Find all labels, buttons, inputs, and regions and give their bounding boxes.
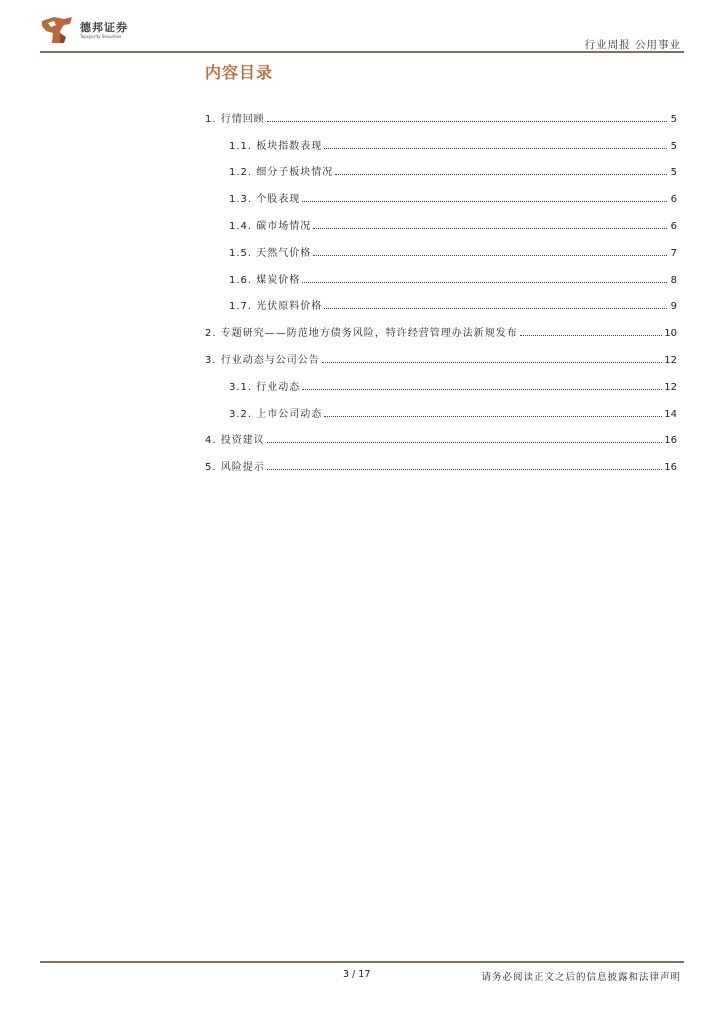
- toc-entry-label: 1.2. 细分子板块情况: [229, 167, 334, 179]
- toc-entry-label: 3.2. 上市公司动态: [229, 408, 323, 420]
- toc-leader-dots: [322, 361, 663, 363]
- toc-entry[interactable]: [205, 366, 677, 393]
- toc-entry-label: 1.6. 煤炭价格: [229, 274, 301, 286]
- toc-entry[interactable]: [205, 205, 677, 232]
- toc-entry[interactable]: [205, 152, 677, 179]
- toc-entry-page: 5: [670, 167, 677, 179]
- toc-entry-page: 6: [670, 194, 677, 206]
- toc-entry-label: 3.1. 行业动态: [229, 381, 301, 393]
- table-of-contents: [205, 98, 677, 473]
- toc-leader-dots: [267, 441, 663, 443]
- toc-entry-label: 5. 风险提示: [205, 462, 265, 474]
- toc-leader-dots: [324, 147, 667, 149]
- toc-entry-page: 7: [670, 247, 677, 259]
- toc-entry[interactable]: [205, 312, 677, 339]
- toc-leader-dots: [267, 120, 667, 122]
- toc-entry-label: 3. 行业动态与公司公告: [205, 354, 320, 366]
- toc-entry[interactable]: [205, 286, 677, 313]
- toc-leader-dots: [324, 307, 667, 309]
- toc-entry-page: 10: [664, 328, 677, 340]
- toc-entry-page: 16: [664, 462, 677, 474]
- toc-leader-dots: [520, 334, 663, 336]
- toc-entry-page: 16: [664, 435, 677, 447]
- toc-leader-dots: [302, 200, 667, 202]
- toc-leader-dots: [313, 227, 667, 229]
- logo-mark-icon: [40, 15, 74, 45]
- disclaimer-note: 请务必阅读正文之后的信息披露和法律声明: [481, 972, 681, 983]
- toc-entry-label: 2. 专题研究——防范地方债务风险，特许经营管理办法新规发布: [205, 328, 518, 340]
- toc-entry-label: 1.7. 光伏原料价格: [229, 301, 323, 313]
- toc-leader-dots: [335, 173, 667, 175]
- page-header: [0, 0, 724, 56]
- toc-entry-label: 1.4. 碳市场情况: [229, 220, 312, 232]
- toc-entry[interactable]: [205, 232, 677, 259]
- toc-entry-label: 1.5. 天然气价格: [229, 247, 312, 259]
- page-number: 3 / 17: [343, 969, 371, 980]
- report-category: 行业周报 公用事业: [584, 39, 681, 51]
- logo-chinese-name: 德邦证券: [80, 20, 128, 34]
- footer-divider: [40, 961, 684, 963]
- toc-leader-dots: [324, 415, 662, 417]
- toc-entry[interactable]: [205, 259, 677, 286]
- toc-entry[interactable]: [205, 446, 677, 473]
- toc-entry-page: 8: [670, 274, 677, 286]
- toc-entry[interactable]: [205, 98, 677, 125]
- toc-entry-label: 4. 投资建议: [205, 435, 265, 447]
- toc-entry[interactable]: [205, 393, 677, 420]
- toc-entry-page: 5: [670, 140, 677, 152]
- toc-entry-label: 1.3. 个股表现: [229, 194, 301, 206]
- toc-leader-dots: [313, 254, 667, 256]
- toc-entry-page: 9: [670, 301, 677, 313]
- header-divider: [40, 51, 684, 53]
- toc-entry[interactable]: [205, 178, 677, 205]
- toc-leader-dots: [302, 281, 667, 283]
- toc-entry[interactable]: [205, 339, 677, 366]
- toc-entry-page: 14: [664, 408, 677, 420]
- toc-entry-page: 6: [670, 220, 677, 232]
- toc-entry-page: 12: [664, 381, 677, 393]
- toc-entry-label: 1. 行情回顾: [205, 113, 265, 125]
- toc-entry-label: 1.1. 板块指数表现: [229, 140, 323, 152]
- toc-entry-page: 12: [664, 354, 677, 366]
- toc-title: 内容目录: [205, 63, 274, 82]
- toc-leader-dots: [302, 388, 662, 390]
- toc-entry[interactable]: [205, 125, 677, 152]
- toc-entry-page: 5: [670, 113, 677, 125]
- toc-leader-dots: [267, 468, 663, 470]
- company-logo: [40, 15, 128, 45]
- toc-entry[interactable]: [205, 420, 677, 447]
- logo-english-name: Topsperity Securities: [80, 33, 122, 39]
